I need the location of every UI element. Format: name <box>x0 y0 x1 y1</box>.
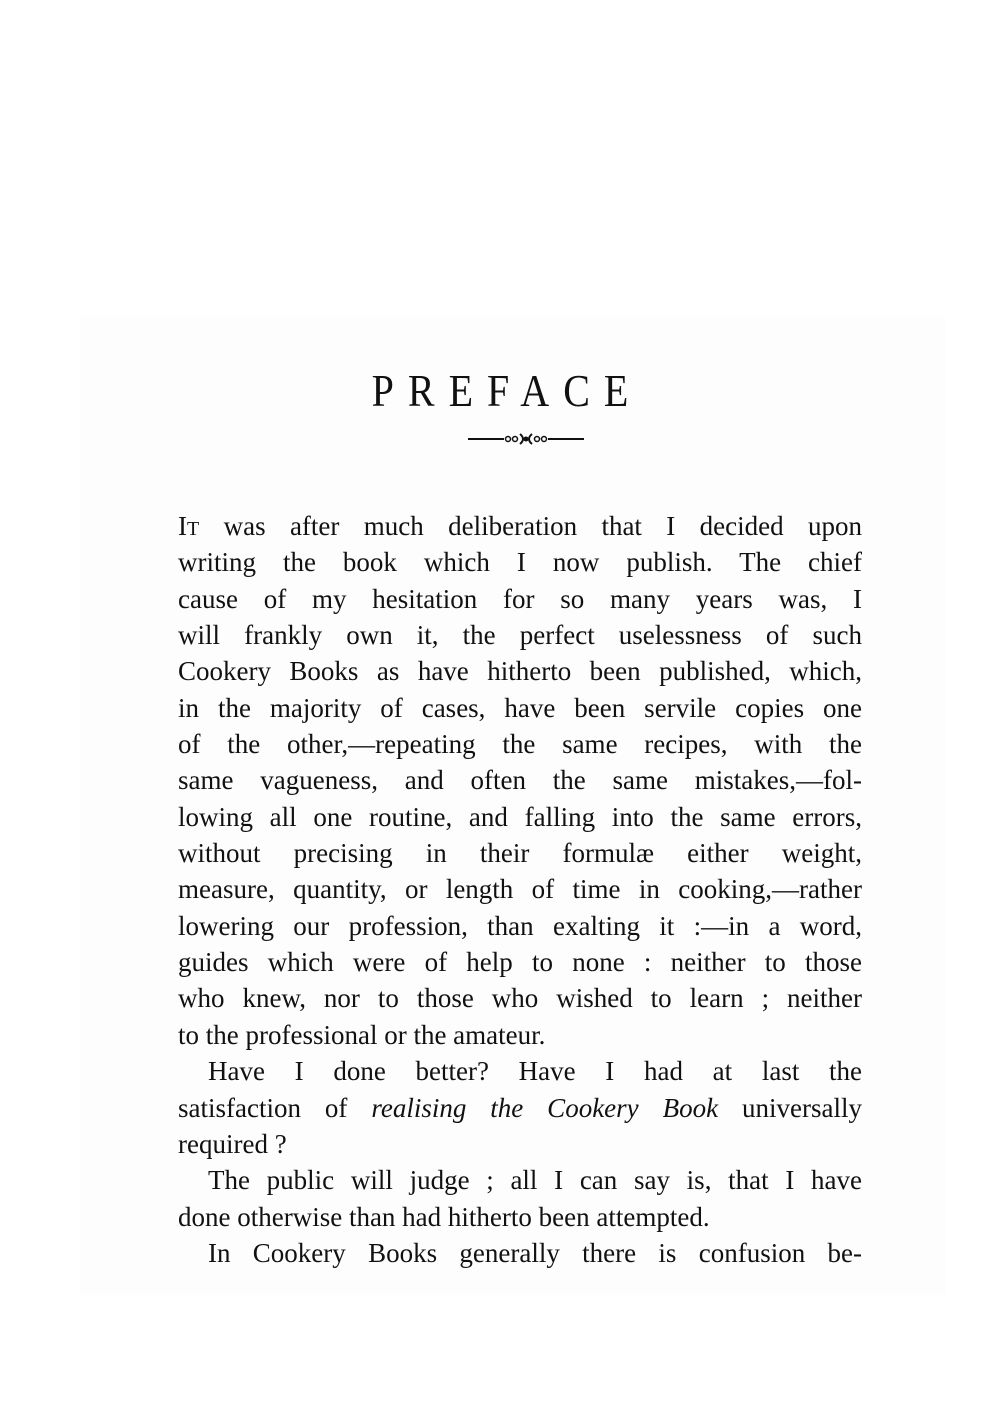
text-segment: satisfaction of <box>178 1092 372 1123</box>
text-segment: was after much deliberation that I decided upon <box>199 511 862 541</box>
text-line <box>178 581 862 617</box>
text-line <box>178 544 862 580</box>
text-line <box>178 762 862 798</box>
text-line <box>178 690 862 726</box>
text-segment: Cookery Books as have hitherto been published, which, <box>178 656 862 687</box>
text-line <box>178 1053 862 1089</box>
text-segment: universally <box>718 1092 862 1123</box>
text-segment: T <box>187 518 200 540</box>
text-line <box>178 1126 862 1162</box>
text-line <box>178 980 862 1016</box>
text-segment: lowering our profession, than exalting it :—in a word, <box>178 910 862 941</box>
text-line <box>178 1235 862 1271</box>
text-segment: cause of my hesitation for so many years was, I <box>178 583 862 614</box>
text-line <box>178 1162 862 1198</box>
text-segment: to the professional or the amateur. <box>178 1019 546 1050</box>
text-line <box>178 908 862 944</box>
text-line <box>178 617 862 653</box>
text-segment: lowing all one routine, and falling into the same errors, <box>178 801 862 832</box>
text-segment: In Cookery Books generally there is confusion be- <box>208 1237 862 1268</box>
text-segment: same vagueness, and often the same mistakes,—fol- <box>178 765 862 796</box>
decorative-rule-ornament-icon <box>468 432 584 446</box>
text-segment: I <box>178 511 187 541</box>
page-title: PREFACE <box>371 364 643 417</box>
text-segment: in the majority of cases, have been servile copies one <box>178 692 862 723</box>
text-line <box>178 835 862 871</box>
text-line <box>178 799 862 835</box>
text-segment: The public will judge ; all I can say is, that I have <box>208 1165 862 1196</box>
text-segment: measure, quantity, or length of time in cooking,—rather <box>178 874 862 905</box>
text-line <box>178 726 862 762</box>
text-line <box>178 1017 862 1053</box>
italic-text: realising the Cookery Book <box>371 1092 719 1123</box>
text-segment: without precising in their formulæ either weight, <box>178 838 862 869</box>
preface-body-text <box>178 508 862 1271</box>
text-segment: Have I done better? Have I had at last the <box>208 1056 862 1087</box>
text-segment: who knew, nor to those who wished to learn ; neither <box>178 983 862 1014</box>
text-segment: guides which were of help to none : neither to those <box>178 947 862 978</box>
text-segment: will frankly own it, the perfect uselessness of such <box>178 620 862 651</box>
text-line <box>178 944 862 980</box>
text-line <box>178 871 862 907</box>
text-segment: done otherwise than had hitherto been attempted. <box>178 1201 710 1232</box>
text-line <box>178 1199 862 1235</box>
text-segment: writing the book which I now publish. The chief <box>178 547 862 578</box>
text-line <box>178 508 862 544</box>
text-line <box>178 653 862 689</box>
text-segment: of the other,—repeating the same recipes, with the <box>178 729 862 760</box>
text-segment: required ? <box>178 1128 287 1159</box>
text-line <box>178 1090 862 1126</box>
